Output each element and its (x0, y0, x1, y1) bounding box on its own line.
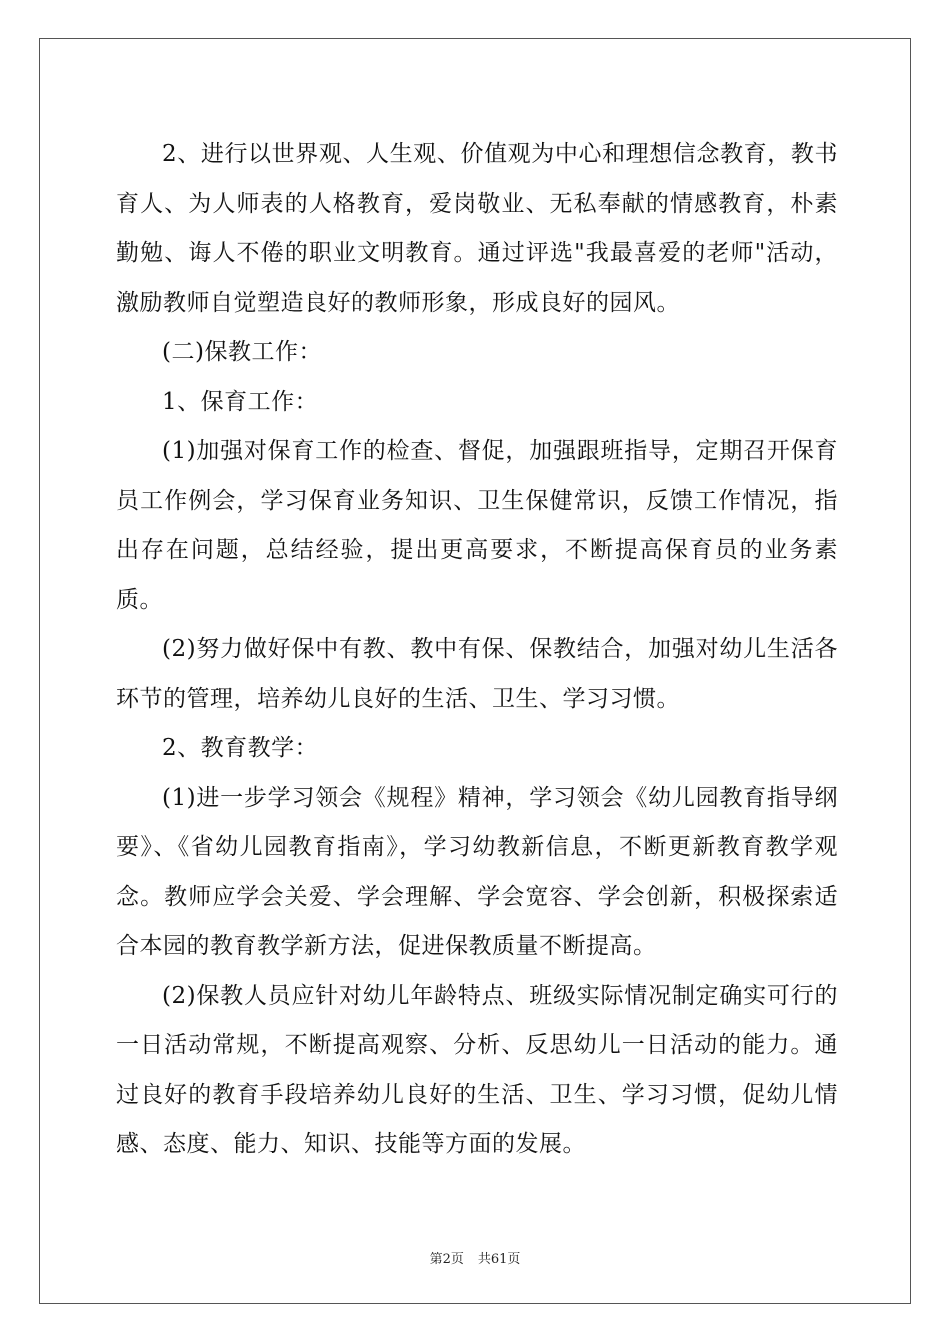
paragraph-childcare-1: (1)加强对保育工作的检查、督促，加强跟班指导，定期召开保育员工作例会，学习保育业务知识、卫生保健常识，反馈工作情况，指出存在问题，总结经验，提出更高要求，不断提高保育员的业务素质。 (116, 438, 838, 613)
document-body (116, 130, 838, 1170)
page-footer (0, 1248, 950, 1267)
section-heading-care-education: (二)保教工作： (162, 339, 322, 365)
subheading-childcare-work: 1、保育工作： (162, 388, 319, 415)
subheading-teaching: 2、教育教学： (162, 735, 319, 761)
paragraph-childcare-2: (2)努力做好保中有教、教中有保、保教结合，加强对幼儿生活各环节的管理，培养幼儿良好的生活、卫生、学习习惯。 (116, 636, 838, 712)
paragraph-teaching-1: (1)进一步学习领会《规程》精神，学习领会《幼儿园教育指导纲要》、《省幼儿园教育指南》，学习幼教新信息，不断更新教育教学观念。教师应学会关爱、学会理解、学会宽容、学会创新，积极探索适合本园的教育教学新方法，促进保教质量不断提高。 (116, 784, 838, 959)
paragraph-ideology-education: 2、进行以世界观、人生观、价值观为中心和理想信念教育，教书育人、为人师表的人格教育，爱岗敬业、无私奉献的情感教育，朴素勤勉、诲人不倦的职业文明教育。通过评选"我最喜爱的老师"活动，激励教师自觉塑造良好的教师形象，形成良好的园风。 (116, 141, 838, 316)
page-number: 第2页 (429, 1252, 464, 1267)
page-total: 共61页 (477, 1252, 521, 1267)
paragraph-teaching-2: (2)保教人员应针对幼儿年龄特点、班级实际情况制定确实可行的一日活动常规，不断提高观察、分析、反思幼儿一日活动的能力。通过良好的教育手段培养幼儿良好的生活、卫生、学习习惯，促幼儿情感、态度、能力、知识、技能等方面的发展。 (116, 982, 838, 1157)
